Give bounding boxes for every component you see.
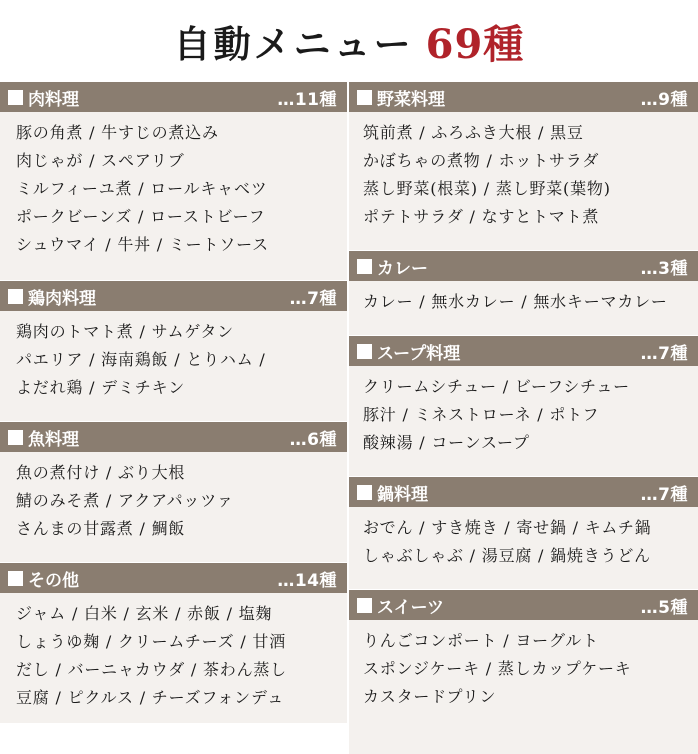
category-dish-list: [349, 620, 698, 754]
category-dish-list: [0, 112, 347, 280]
category-section: [349, 251, 698, 335]
square-bullet-icon: [8, 90, 23, 105]
category-title: [357, 480, 428, 505]
category-dish-list: [0, 452, 347, 562]
dish-line: 筑前煮 / ふろふき大根 / 黒豆: [363, 123, 584, 142]
category-header: [0, 82, 347, 112]
dish-line: カレー / 無水カレー / 無水キーマカレー: [363, 292, 668, 311]
dish-line: 鶏肉のトマト煮 / サムゲタン: [16, 322, 234, 341]
dish-line: シュウマイ / 牛丼 / ミートソース: [16, 235, 269, 254]
square-bullet-icon: [8, 289, 23, 304]
dish-line: ジャム / 白米 / 玄米 / 赤飯 / 塩麹: [16, 604, 273, 623]
category-name: その他: [28, 570, 79, 591]
category-section: [349, 336, 698, 476]
category-name: 鍋料理: [377, 484, 428, 505]
dish-line: 肉じゃが / スペアリブ: [16, 151, 185, 170]
category-header: [0, 422, 347, 452]
dish-line: カスタードプリン: [363, 687, 497, 706]
dish-line: パエリア / 海南鶏飯 / とりハム /: [16, 350, 266, 369]
right-column: [349, 82, 698, 720]
category-title: [357, 85, 445, 110]
square-bullet-icon: [8, 571, 23, 586]
category-header: [349, 251, 698, 281]
category-name: カレー: [377, 258, 428, 279]
category-count: …9種: [640, 89, 688, 110]
category-section: [349, 590, 698, 754]
category-section: [0, 82, 347, 280]
dish-line: しゃぶしゃぶ / 湯豆腐 / 鍋焼きうどん: [363, 546, 651, 565]
square-bullet-icon: [357, 344, 372, 359]
category-count: …7種: [640, 484, 688, 505]
category-title: [8, 85, 79, 110]
menu-grid: [0, 82, 698, 720]
category-header: [349, 82, 698, 112]
category-name: 肉料理: [28, 89, 79, 110]
category-section: [0, 281, 347, 421]
category-name: スイーツ: [377, 597, 444, 618]
dish-line: おでん / すき焼き / 寄せ鍋 / キムチ鍋: [363, 518, 652, 537]
dish-line: 魚の煮付け / ぶり大根: [16, 463, 186, 482]
category-name: 魚料理: [28, 429, 79, 450]
category-count: …11種: [277, 89, 337, 110]
category-header: [0, 563, 347, 593]
category-title: [357, 254, 428, 279]
category-title: [8, 566, 79, 591]
category-header: [349, 590, 698, 620]
square-bullet-icon: [8, 430, 23, 445]
dish-line: クリームシチュー / ビーフシチュー: [363, 377, 630, 396]
category-dish-list: [349, 281, 698, 335]
category-count: …5種: [640, 597, 688, 618]
dish-line: 酸辣湯 / コーンスープ: [363, 433, 530, 452]
dish-line: スポンジケーキ / 蒸しカップケーキ: [363, 659, 632, 678]
dish-line: ミルフィーユ煮 / ロールキャベツ: [16, 179, 268, 198]
left-column: [0, 82, 347, 720]
dish-line: しょうゆ麹 / クリームチーズ / 甘酒: [16, 632, 287, 651]
category-dish-list: [349, 112, 698, 250]
page-title: [0, 0, 698, 82]
square-bullet-icon: [357, 598, 372, 613]
square-bullet-icon: [357, 259, 372, 274]
category-section: [0, 563, 347, 723]
dish-line: だし / バーニャカウダ / 茶わん蒸し: [16, 660, 287, 679]
dish-line: 豚の角煮 / 牛すじの煮込み: [16, 123, 219, 142]
dish-line: 豆腐 / ピクルス / チーズフォンデュ: [16, 688, 285, 707]
square-bullet-icon: [357, 485, 372, 500]
category-header: [349, 336, 698, 366]
dish-line: ポテトサラダ / なすとトマト煮: [363, 207, 600, 226]
category-count: …3種: [640, 258, 688, 279]
dish-line: ポークビーンズ / ローストビーフ: [16, 207, 266, 226]
dish-line: 蒸し野菜(根菜) / 蒸し野菜(葉物): [363, 179, 611, 198]
title-main: 自動メニュー: [173, 22, 414, 66]
category-section: [349, 477, 698, 589]
category-name: 鶏肉料理: [28, 288, 96, 309]
category-name: スープ料理: [377, 343, 461, 364]
category-section: [349, 82, 698, 250]
category-section: [0, 422, 347, 562]
dish-line: 鯖のみそ煮 / アクアパッツァ: [16, 491, 234, 510]
dish-line: よだれ鶏 / デミチキン: [16, 378, 186, 397]
category-count: …7種: [640, 343, 688, 364]
square-bullet-icon: [357, 90, 372, 105]
dish-line: かぼちゃの煮物 / ホットサラダ: [363, 151, 600, 170]
category-header: [0, 281, 347, 311]
category-count: …7種: [289, 288, 337, 309]
title-count: 69種: [425, 20, 525, 68]
category-title: [357, 339, 460, 364]
category-count: …14種: [277, 570, 337, 591]
category-name: 野菜料理: [377, 89, 445, 110]
category-dish-list: [0, 593, 347, 723]
dish-line: りんごコンポート / ヨーグルト: [363, 631, 599, 650]
category-dish-list: [0, 311, 347, 421]
category-dish-list: [349, 366, 698, 476]
dish-line: さんまの甘露煮 / 鯛飯: [16, 519, 186, 538]
category-title: [357, 593, 444, 618]
category-title: [8, 425, 79, 450]
category-header: [349, 477, 698, 507]
category-title: [8, 284, 96, 309]
category-count: …6種: [289, 429, 337, 450]
dish-line: 豚汁 / ミネストローネ / ポトフ: [363, 405, 600, 424]
category-dish-list: [349, 507, 698, 589]
